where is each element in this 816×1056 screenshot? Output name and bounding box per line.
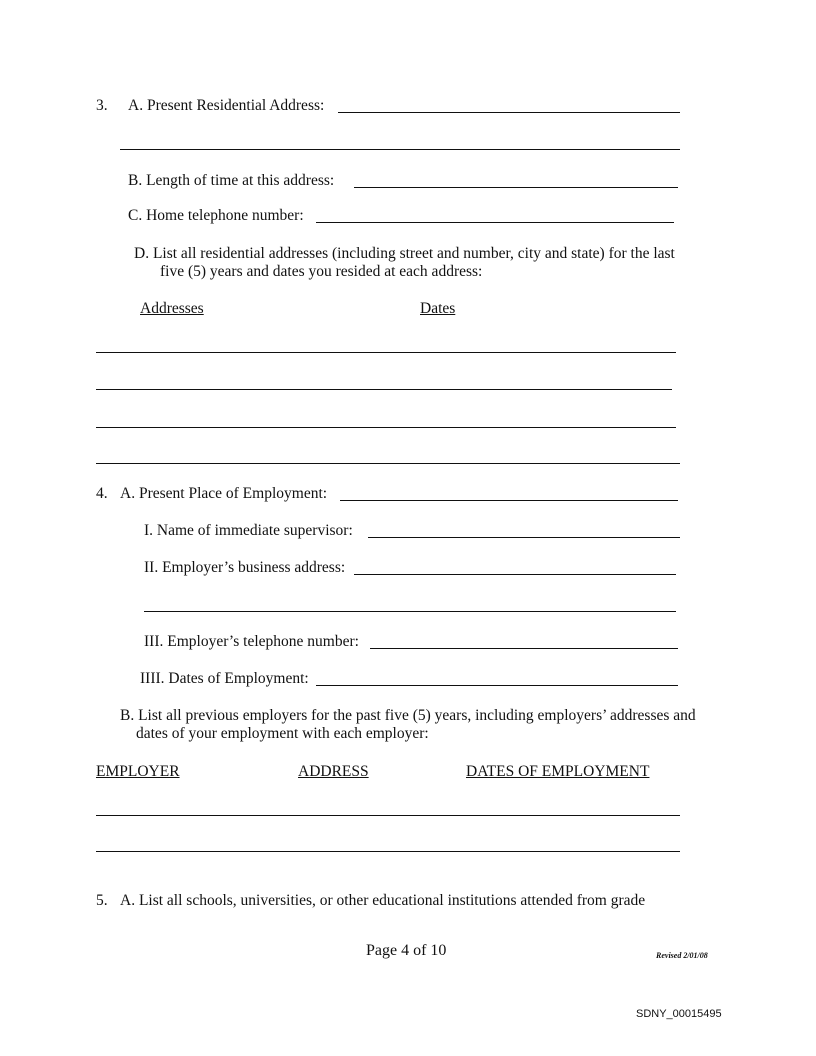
employer-telephone-field[interactable] xyxy=(370,648,678,649)
residential-history-line-3[interactable] xyxy=(96,427,676,428)
previous-employers-line-2[interactable] xyxy=(96,851,680,852)
schools-attended-instruction: A. List all schools, universities, or other educational institutions attended from grade xyxy=(120,892,646,909)
revision-date: Revised 2/01/08 xyxy=(656,951,708,960)
residential-history-instruction-line-1: D. List all residential addresses (including street and number, city and state) for the last xyxy=(134,245,675,262)
length-of-time-field[interactable] xyxy=(354,187,678,188)
bates-number: SDNY_00015495 xyxy=(636,1008,722,1020)
addresses-column-header: Addresses xyxy=(140,300,204,317)
present-residential-address-field-2[interactable] xyxy=(120,149,680,150)
supervisor-name-field[interactable] xyxy=(368,537,680,538)
section-3-number: 3. xyxy=(96,97,108,114)
dates-of-employment-label: IIII. Dates of Employment: xyxy=(140,670,309,687)
page-number: Page 4 of 10 xyxy=(366,942,447,959)
residential-history-line-1[interactable] xyxy=(96,352,676,353)
section-4-number: 4. xyxy=(96,485,108,502)
residential-history-instruction-line-2: five (5) years and dates you resided at each address: xyxy=(160,263,483,280)
present-employment-label: A. Present Place of Employment: xyxy=(120,485,328,502)
present-residential-address-label: A. Present Residential Address: xyxy=(128,97,325,114)
home-telephone-field[interactable] xyxy=(316,222,674,223)
employer-column-header: EMPLOYER xyxy=(96,763,180,780)
employer-telephone-label: III. Employer’s telephone number: xyxy=(144,633,359,650)
employer-business-address-field[interactable] xyxy=(354,574,676,575)
home-telephone-label: C. Home telephone number: xyxy=(128,207,304,224)
employer-business-address-field-2[interactable] xyxy=(144,611,676,612)
section-5-number: 5. xyxy=(96,892,108,909)
employer-business-address-label: II. Employer’s business address: xyxy=(144,559,346,576)
present-employment-field[interactable] xyxy=(340,500,678,501)
previous-employers-line-1[interactable] xyxy=(96,815,680,816)
previous-employers-instruction-line-2: dates of your employment with each employer: xyxy=(136,725,429,742)
length-of-time-label: B. Length of time at this address: xyxy=(128,172,335,189)
dates-of-employment-column-header: DATES OF EMPLOYMENT xyxy=(466,763,650,780)
residential-history-line-4[interactable] xyxy=(96,463,680,464)
supervisor-name-label: I. Name of immediate supervisor: xyxy=(144,522,353,539)
previous-employers-instruction-line-1: B. List all previous employers for the past five (5) years, including employers’ addresses and xyxy=(120,707,696,724)
dates-of-employment-field[interactable] xyxy=(316,685,678,686)
address-column-header: ADDRESS xyxy=(298,763,369,780)
dates-column-header: Dates xyxy=(420,300,456,317)
residential-history-line-2[interactable] xyxy=(96,389,672,390)
present-residential-address-field[interactable] xyxy=(338,112,680,113)
